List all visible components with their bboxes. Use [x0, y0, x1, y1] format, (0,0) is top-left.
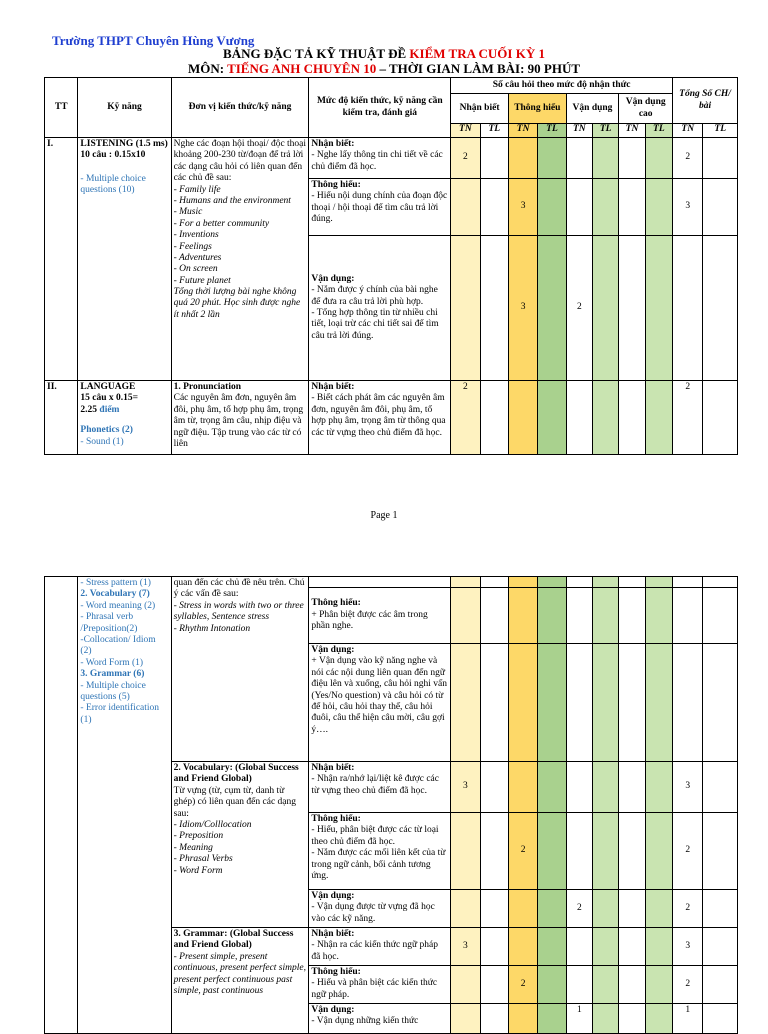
count-vd-tn [566, 179, 592, 236]
level-thong-hieu: Thông hiểu: - Hiểu, phân biệt được các từ loại theo chủ điểm đã học. - Nắm được các mối liên kết của từ trong ngữ cảnh, bối cảnh tương ứng. [309, 813, 451, 890]
count-vd-tn: 1 [566, 1004, 592, 1034]
sub-tl: TL [480, 124, 508, 138]
count-total: 2 [673, 966, 703, 1004]
count-total: 1 [673, 1004, 703, 1034]
header-van-dung-cao: Vận dụng cao [619, 94, 673, 124]
count-nb-tn [451, 1004, 480, 1034]
header-nhan-biet: Nhận biết [451, 94, 509, 124]
count-total [673, 236, 703, 381]
count-th-tn [508, 928, 537, 966]
subject-line: MÔN: TIẾNG ANH CHUYÊN 10 – THỜI GIAN LÀM BÀI: 90 PHÚT [187, 61, 581, 76]
unit-vocabulary: 2. Vocabulary: (Global Success and Friend Global) Từ vựng (từ, cụm từ, danh từ ghép) có liên quan đến các dạng sau: - Idiom/Colllocation - Preposition - Meaning - Phrasal Verbs - Word Form [171, 762, 309, 928]
count-nb-tn: 2 [451, 138, 480, 179]
header-skill: Kỹ năng [78, 78, 171, 138]
spec-table-page1 [44, 77, 738, 455]
count-total: 2 [673, 381, 703, 455]
level-van-dung: Vận dụng: - Vận dụng những kiến thức [309, 1004, 451, 1034]
sub-tn: TN [508, 124, 537, 138]
count-nb-tn: 3 [451, 928, 480, 966]
sub-tl: TL [645, 124, 672, 138]
skill-language-cont: - Stress pattern (1) 2. Vocabulary (7) - Word meaning (2) - Phrasal verb /Preposition(2) -Collocation/ Idiom (2) - Word Form (1) 3. Grammar (6) - Multiple choice questions (5) - Error identification (1) [78, 577, 171, 1034]
level-thong-hieu: Thông hiểu: + Phân biệt được các âm trong phần nghe. [309, 588, 451, 644]
count-vd-tn: 2 [566, 890, 592, 928]
level-nhan-biet: Nhận biết: - Biết cách phát âm các nguyên âm đơn, nguyên âm đôi, phụ âm, tổ hợp phụ âm, trọng âm từ thông qua các từ vựng theo chủ điểm đã học. [309, 381, 451, 455]
level-van-dung: Vận dụng: - Nắm được ý chính của bài nghe để đưa ra câu trả lời phù hợp. - Tổng hợp thông tin từ nhiều chi tiết, loại trừ các chi tiết sai để tìm câu trả lời đúng. [309, 236, 451, 381]
document-title: BẢNG ĐẶC TẢ KỸ THUẬT ĐỀ KIỂM TRA CUỐI KỲ 1 [223, 46, 545, 61]
count-th-tn: 2 [508, 813, 537, 890]
level-thong-hieu: Thông hiểu: - Hiểu nội dung chính của đoạn độc thoại / hội thoại để tìm câu trả lời đúng. [309, 179, 451, 236]
header-total: Tổng Số CH/ bài [673, 78, 738, 124]
unit-pronunciation-cont: quan đến các chủ đề nêu trên. Chú ý các vấn đề sau: - Stress in words with two or three syllables, Sentence stress - Rhythm Intonation [171, 577, 309, 762]
count-th-tn [508, 138, 537, 179]
count-nb-tn: 3 [451, 762, 480, 813]
count-th-tn: 3 [508, 179, 537, 236]
row-number: II. [45, 381, 78, 455]
sub-tn: TN [619, 124, 645, 138]
unit-pronunciation: 1. Pronunciation Các nguyên âm đơn, nguyên âm đôi, phụ âm, tổ hợp phụ âm, trọng âm từ, trọng âm câu, nhịp điệu và ngữ điệu. Tập trung vào các từ có liên [171, 381, 309, 455]
header-question-group: Số câu hỏi theo mức độ nhận thức [451, 78, 673, 94]
sub-tn: TN [673, 124, 703, 138]
row-number: I. [45, 138, 78, 381]
count-nb-tn [451, 179, 480, 236]
row-number [45, 577, 78, 1034]
count-nb-tn [451, 813, 480, 890]
sub-tl: TL [703, 124, 738, 138]
sub-tn: TN [451, 124, 480, 138]
count-th-tn: 2 [508, 966, 537, 1004]
level-nhan-biet: Nhận biết: - Nhận ra các kiến thức ngữ pháp đã học. [309, 928, 451, 966]
count-th-tn [508, 762, 537, 813]
count-nb-tn [451, 966, 480, 1004]
count-total: 3 [673, 762, 703, 813]
spec-table-page2 [44, 576, 738, 1034]
sub-tl: TL [538, 124, 566, 138]
count-th-tn [508, 1004, 537, 1034]
count-th-tn: 3 [508, 236, 537, 381]
count-vd-tn [566, 966, 592, 1004]
count-th-tn [508, 890, 537, 928]
level-thong-hieu: Thông hiểu: - Hiểu và phân biệt các kiến thức ngữ pháp. [309, 966, 451, 1004]
count-vd-tn: 2 [566, 236, 592, 381]
count-total: 3 [673, 928, 703, 966]
count-vd-tn [566, 928, 592, 966]
header-thong-hieu: Thông hiểu [508, 94, 566, 124]
count-total: 2 [673, 890, 703, 928]
count-vd-tn [566, 813, 592, 890]
sub-tl: TL [592, 124, 618, 138]
level-van-dung: Vận dụng: + Vận dụng vào kỹ năng nghe và nói các nội dung liên quan đến ngữ điệu lên và xuống, câu hỏi nghi vấn (Yes/No question) và câu hỏi có từ để hỏi, câu hỏi thay thế, câu hỏi đuôi, câu thể hiện câu mời, câu gợi ý…. [309, 644, 451, 762]
unit-grammar: 3. Grammar: (Global Success and Friend Global) - Present simple, present continuous, present perfect simple, present perfect continuous past simple, past continuous [171, 928, 309, 1034]
count-nb-tn: 2 [451, 381, 480, 455]
sub-tn: TN [566, 124, 592, 138]
header-tt: TT [45, 78, 78, 138]
header-van-dung: Vận dụng [566, 94, 619, 124]
count-vd-tn [566, 138, 592, 179]
unit-listening: Nghe các đoạn hội thoại/ độc thoại khoảng 200-230 từ/đoạn để trả lời các dạng câu hỏi có liên quan đến các chủ đề sau: - Family life - Humans and the environment - Music - For a better community - Inventions - Feelings - Adventures - On screen - Future planet Tổng thời lượng bài nghe không quá 20 phút. Học sinh được nghe ít nhất 2 lần [171, 138, 309, 381]
count-vd-tn [566, 762, 592, 813]
count-total: 2 [673, 813, 703, 890]
count-total: 2 [673, 138, 703, 179]
count-nb-tn [451, 236, 480, 381]
header-level: Mức độ kiến thức, kỹ năng cần kiểm tra, đánh giá [309, 78, 451, 138]
level-nhan-biet: Nhận biết: - Nhận ra/nhớ lại/liệt kê được các từ vựng theo chủ điểm đã học. [309, 762, 451, 813]
count-nb-tn [451, 890, 480, 928]
school-name: Trường THPT Chuyên Hùng Vương [52, 33, 255, 48]
skill-listening: LISTENING (1.5 ms) 10 câu : 0.15x10 - Multiple choice questions (10) [78, 138, 171, 381]
level-nhan-biet: Nhận biết: - Nghe lấy thông tin chi tiết về các chủ điểm đã học. [309, 138, 451, 179]
header-unit: Đơn vị kiến thức/kỹ năng [171, 78, 309, 138]
level-van-dung: Vận dụng: - Vận dụng được từ vựng đã học vào các kỹ năng. [309, 890, 451, 928]
skill-language: LANGUAGE 15 câu x 0.15= 2.25 điểm Phonetics (2) - Sound (1) [78, 381, 171, 455]
count-total: 3 [673, 179, 703, 236]
page-number: Page 1 [370, 510, 398, 521]
